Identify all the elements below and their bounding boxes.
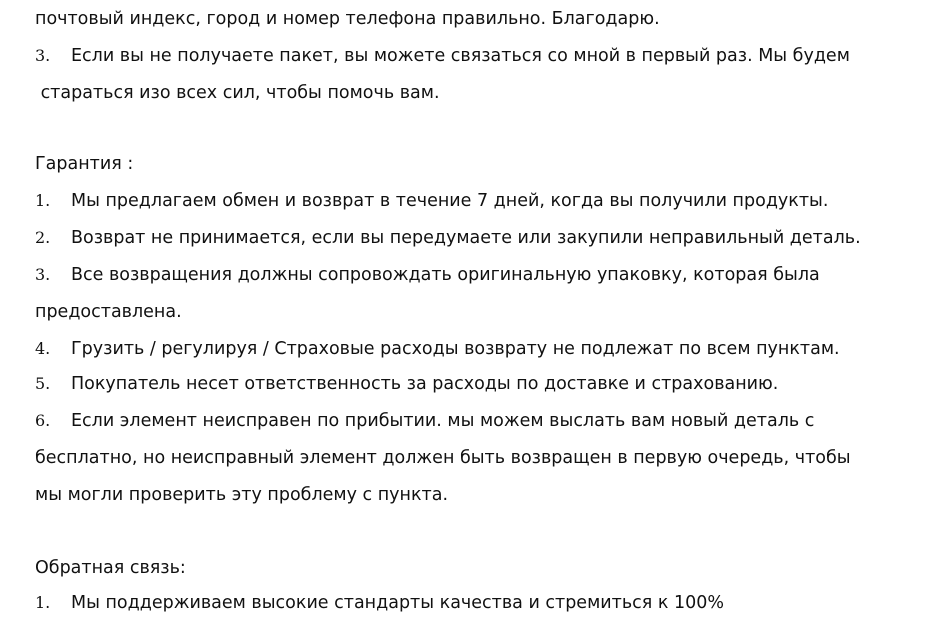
guarantee-item-5 [35, 373, 778, 395]
guarantee-item-6-cont: мы могли проверить эту проблему с пункта. [35, 485, 449, 505]
guarantee-item-4 [35, 338, 840, 360]
guarantee-item-6-cont: бесплатно, но неисправный элемент должен быть возвращен в первую очередь, чтобы [35, 448, 851, 468]
item-text: Возврат не принимается, если вы передумаете или закупили неправильный деталь. [71, 228, 861, 248]
guarantee-item-6 [35, 410, 814, 432]
item-number: 4. [35, 339, 51, 358]
guarantee-heading: Гарантия : [35, 154, 134, 174]
intro-item-3-cont: стараться изо всех сил, чтобы помочь вам. [35, 83, 440, 103]
item-text: Если элемент неисправен по прибытии. мы можем выслать вам новый деталь с [71, 411, 815, 431]
guarantee-item-1 [35, 190, 828, 212]
intro-line: почтовый индекс, город и номер телефона правильно. Благодарю. [35, 9, 660, 29]
item-number: 6. [35, 411, 51, 430]
item-number: 1. [35, 593, 51, 612]
guarantee-item-3 [35, 264, 820, 286]
item-number: 3. [35, 265, 51, 284]
intro-item-3 [35, 45, 850, 67]
item-number: 3. [35, 46, 51, 65]
feedback-heading: Обратная связь: [35, 558, 186, 578]
guarantee-item-2 [35, 227, 861, 249]
item-number: 1. [35, 191, 51, 210]
item-number: 2. [35, 228, 51, 247]
item-text: Мы поддерживаем высокие стандарты качества и стремиться к 100% [71, 593, 725, 613]
item-number: 5. [35, 374, 51, 393]
feedback-item-1 [35, 592, 724, 614]
item-text: Покупатель несет ответственность за расходы по доставке и страхованию. [71, 374, 779, 394]
item-text: Если вы не получаете пакет, вы можете связаться со мной в первый раз. Мы будем [71, 46, 850, 66]
item-text: Грузить / регулируя / Страховые расходы возврату не подлежат по всем пунктам. [71, 339, 840, 359]
guarantee-item-3-cont: предоставлена. [35, 302, 182, 322]
item-text: Все возвращения должны сопровождать оригинальную упаковку, которая была [71, 265, 820, 285]
item-text: Мы предлагаем обмен и возврат в течение 7 дней, когда вы получили продукты. [71, 191, 829, 211]
